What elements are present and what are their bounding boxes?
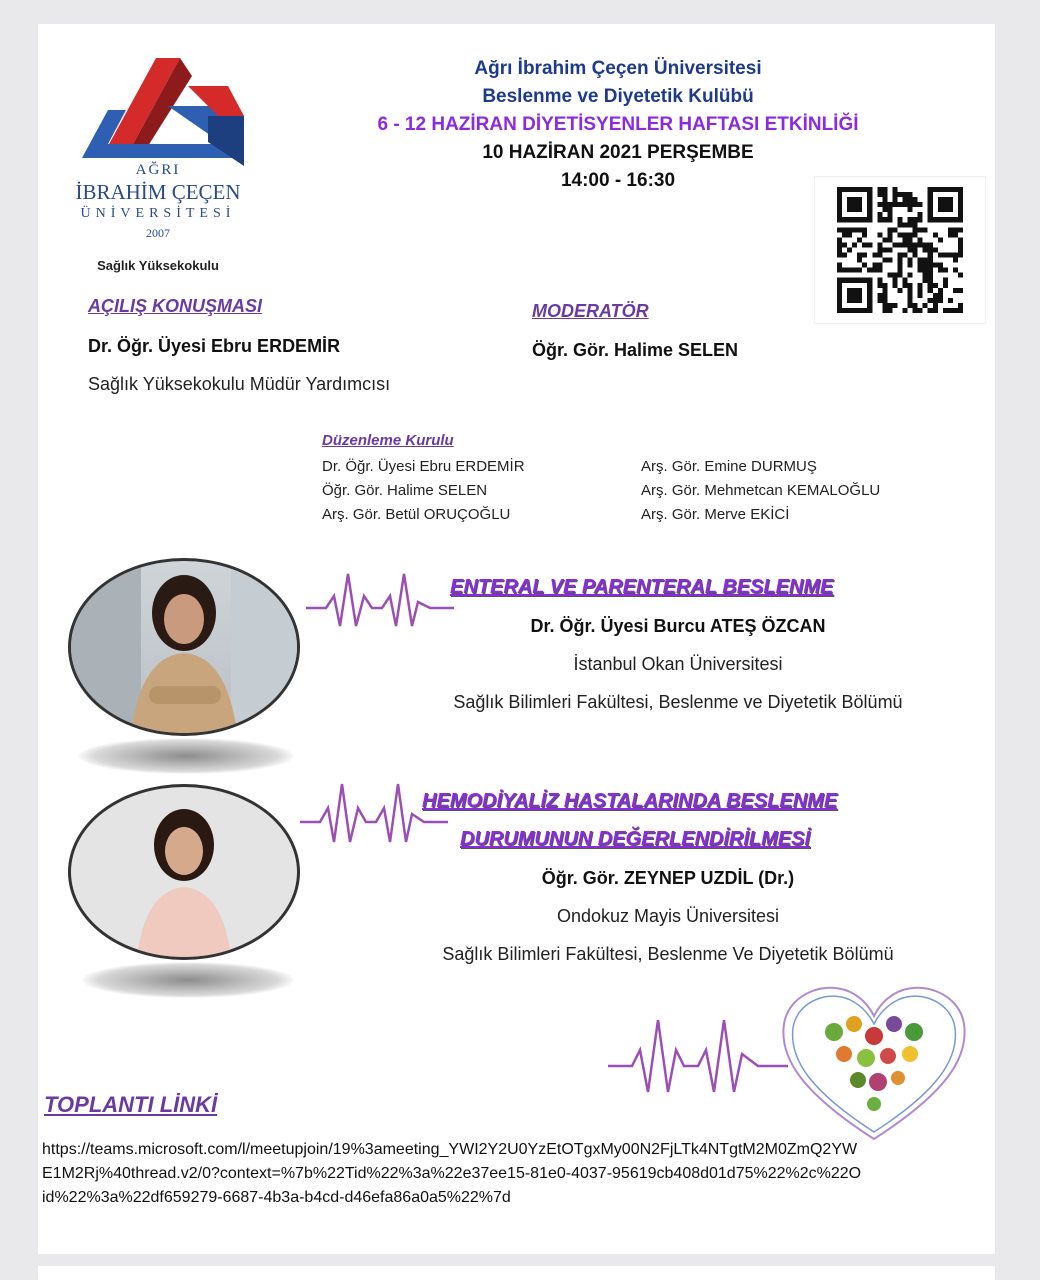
talk2-title-line2: DURUMUNUN DEĞERLENDİRİLMESİ: [460, 828, 810, 850]
speaker1-photo: [68, 558, 300, 736]
university-logo: [68, 46, 248, 273]
qr-code[interactable]: [814, 176, 986, 324]
opening-speaker: Dr. Öğr. Üyesi Ebru ERDEMİR: [88, 336, 341, 356]
moderator-title: MODERATÖR: [532, 301, 649, 321]
committee-left-3: Arş. Gör. Betül ORUÇOĞLU: [322, 506, 511, 523]
qr-code-icon: [837, 187, 963, 313]
speaker1-photo-shadow: [78, 738, 294, 774]
next-page-edge: [38, 1266, 995, 1280]
talk1-university: İstanbul Okan Üniversitesi: [573, 654, 783, 674]
header-university: Ağrı İbrahim Çeçen Üniversitesi: [474, 58, 762, 79]
talk2-department: Sağlık Bilimleri Fakültesi, Beslenme Ve Diyetetik Bölümü: [442, 944, 894, 964]
fruit-heart-icon: [774, 974, 974, 1154]
heartbeat-line-icon: [608, 1014, 788, 1104]
committee-left-1: Dr. Öğr. Üyesi Ebru ERDEMİR: [322, 458, 525, 475]
committee-right-2: Arş. Gör. Mehmetcan KEMALOĞLU: [641, 482, 881, 499]
committee-title: Düzenleme Kurulu: [322, 432, 454, 449]
talk2-speaker: Öğr. Gör. ZEYNEP UZDİL (Dr.): [541, 868, 795, 888]
committee-right-3: Arş. Gör. Merve EKİCİ: [641, 506, 790, 523]
committee-left-2: Öğr. Gör. Halime SELEN: [322, 482, 488, 499]
header-club: Beslenme ve Diyetetik Kulübü: [482, 86, 754, 107]
meeting-title: TOPLANTI LİNKİ: [44, 1092, 218, 1117]
logo-subtitle: ÜNİVERSİTESİ: [80, 206, 236, 221]
talk2-university: Ondokuz Mayis Üniversitesi: [556, 906, 780, 926]
logo-city: AĞRI: [135, 162, 181, 178]
opening-title: AÇILIŞ KONUŞMASI: [88, 296, 263, 316]
speaker1-portrait-icon: [71, 561, 297, 733]
moderator-name: Öğr. Gör. Halime SELEN: [532, 340, 739, 360]
logo-mark-icon: [68, 46, 248, 166]
opening-role: Sağlık Yüksekokulu Müdür Yardımcısı: [88, 374, 391, 394]
meeting-link[interactable]: https://teams.microsoft.com/l/meetupjoin/19%3ameeting_YWI2Y2U0YzEtOTgxMy00N2FjLTk4NTgtM2M0ZmQ2YWE1M2Rj%40thread.v2/0?context=%7b%22Tid%22%3a%22e37ee15-81e0-4037-95619cb408d01d75%22%2c%22Oid%22%3a%22df659279-6687-4b3a-b4cd-d46efa86a0a5%22%7d: [42, 1141, 862, 1206]
logo-name: İBRAHİM ÇEÇEN: [75, 180, 241, 204]
header-date: 10 HAZİRAN 2021 PERŞEMBE: [482, 142, 754, 163]
speaker2-photo: [68, 784, 300, 960]
talk1-department: Sağlık Bilimleri Fakültesi, Beslenme ve Diyetetik Bölümü: [453, 692, 903, 712]
speaker2-photo-shadow: [82, 962, 294, 998]
talk1-speaker: Dr. Öğr. Üyesi Burcu ATEŞ ÖZCAN: [530, 616, 826, 636]
talk1-title: ENTERAL VE PARENTERAL BESLENME: [450, 576, 834, 598]
logo-year: 2007: [146, 226, 170, 240]
speaker2-portrait-icon: [71, 787, 297, 957]
header-event: 6 - 12 HAZİRAN DİYETİSYENLER HAFTASI ETKİNLİĞİ: [377, 114, 859, 135]
committee-right-1: Arş. Gör. Emine DURMUŞ: [641, 458, 817, 475]
heartbeat-line-icon: [300, 776, 450, 856]
header-time: 14:00 - 16:30: [560, 170, 676, 191]
talk2-title-line1: HEMODİYALİZ HASTALARINDA BESLENME: [422, 790, 838, 812]
event-poster: [38, 24, 995, 1254]
logo-school: Sağlık Yüksekokulu: [97, 258, 219, 273]
